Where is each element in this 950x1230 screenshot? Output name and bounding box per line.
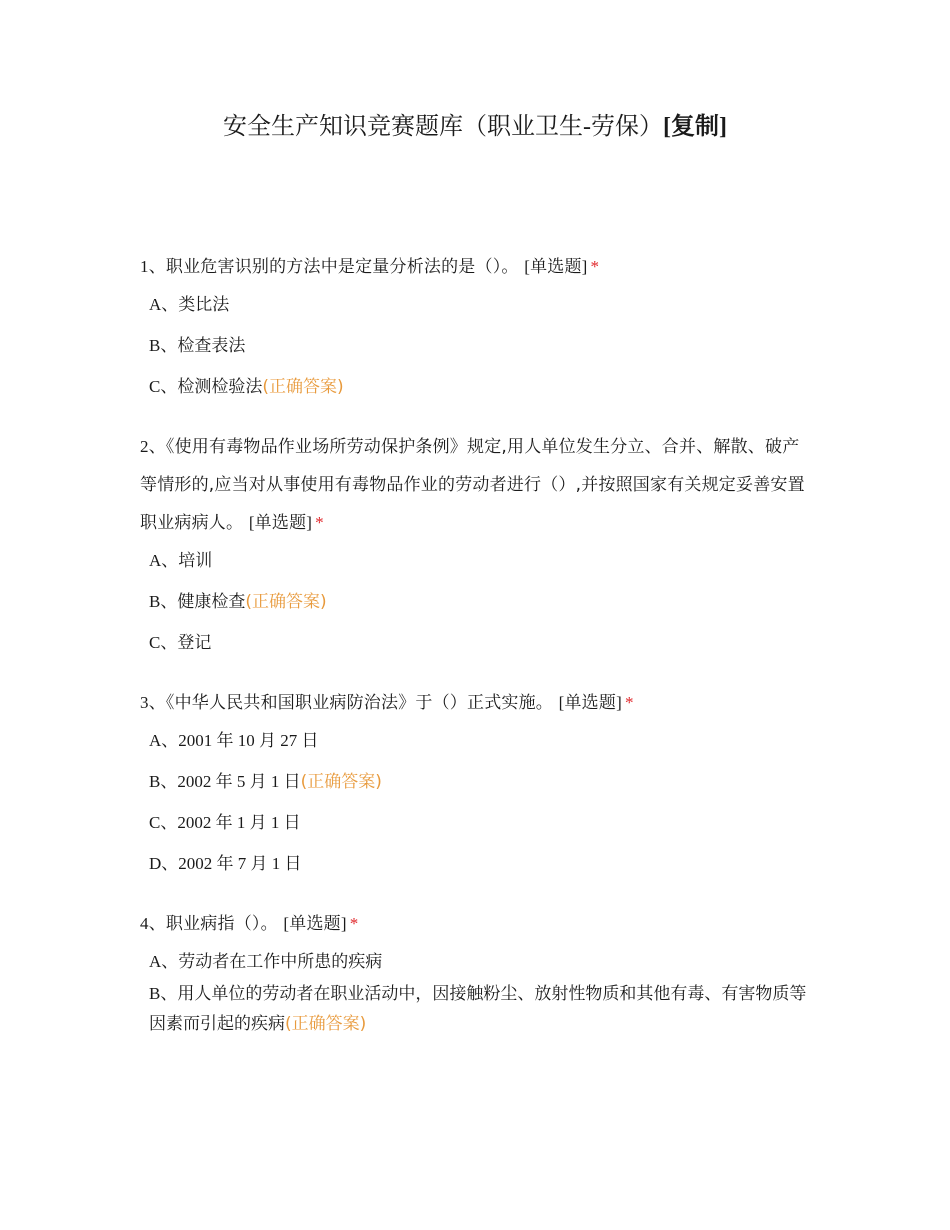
question-type: [单选题] bbox=[558, 693, 622, 712]
required-mark: * bbox=[590, 257, 600, 276]
option-d bbox=[140, 849, 810, 879]
option-a bbox=[140, 290, 810, 320]
question-1 bbox=[140, 248, 810, 402]
option-text: 登记 bbox=[177, 633, 212, 653]
option-b bbox=[140, 587, 810, 617]
option-text: 检查表法 bbox=[177, 336, 246, 356]
option-a bbox=[140, 947, 810, 977]
question-text: 《中华人民共和国职业病防治法》于（）正式实施。 bbox=[165, 693, 554, 713]
option-letter: A、 bbox=[149, 731, 179, 750]
option-b bbox=[140, 979, 810, 1039]
option-text: 2002 年 1 月 1 日 bbox=[177, 813, 301, 832]
option-text: 检测检验法 bbox=[177, 377, 263, 397]
option-letter: A、 bbox=[149, 295, 179, 314]
option-letter: C、 bbox=[149, 633, 178, 652]
option-letter: B、 bbox=[149, 984, 178, 1003]
required-mark: * bbox=[349, 914, 359, 933]
option-c bbox=[140, 628, 810, 658]
option-letter: C、 bbox=[149, 813, 178, 832]
option-text: 劳动者在工作中所患的疾病 bbox=[178, 952, 383, 972]
copy-tag: [复制] bbox=[663, 114, 727, 140]
question-type: [单选题] bbox=[248, 513, 313, 532]
correct-answer-label: (正确答案) bbox=[285, 1014, 367, 1034]
required-mark: * bbox=[315, 513, 324, 532]
question-text: 职业病指（）。 bbox=[165, 914, 278, 934]
option-letter: C、 bbox=[149, 377, 178, 396]
question-type: [单选题] bbox=[524, 257, 588, 276]
option-letter: A、 bbox=[149, 551, 179, 570]
question-type: [单选题] bbox=[283, 914, 347, 933]
option-text: 用人单位的劳动者在职业活动中，因接触粉尘、放射性物质和其他有毒、有害物质等因素而引起的疾病 bbox=[149, 984, 807, 1034]
option-a bbox=[140, 726, 810, 756]
option-text: 类比法 bbox=[178, 295, 230, 315]
question-text: 职业危害识别的方法中是定量分析法的是（）。 bbox=[165, 257, 519, 277]
option-letter: B、 bbox=[149, 772, 178, 791]
option-c bbox=[140, 808, 810, 838]
question-stem bbox=[140, 905, 810, 943]
page-title bbox=[0, 110, 950, 144]
option-letter: D、 bbox=[149, 854, 179, 873]
title-text: 安全生产知识竞赛题库（职业卫生-劳保） bbox=[223, 114, 663, 140]
option-text: 2001 年 10 月 27 日 bbox=[178, 731, 319, 750]
question-list bbox=[140, 248, 810, 1065]
question-4 bbox=[140, 905, 810, 1039]
question-stem bbox=[140, 248, 810, 286]
option-a bbox=[140, 546, 810, 576]
question-text: 《使用有毒物品作业场所劳动保护条例》规定,用人单位发生分立、合并、解散、破产等情形的,应当对从事使用有毒物品作业的劳动者进行（）,并按照国家有关规定妥善安置职业病病人。 bbox=[140, 437, 805, 533]
option-text: 健康检查 bbox=[177, 592, 246, 612]
option-b bbox=[140, 767, 810, 797]
option-c bbox=[140, 372, 810, 402]
required-mark: * bbox=[624, 693, 634, 712]
correct-answer-label: (正确答案) bbox=[300, 772, 382, 792]
option-letter: B、 bbox=[149, 336, 178, 355]
option-text: 2002 年 5 月 1 日 bbox=[177, 772, 301, 791]
question-number: 2、 bbox=[140, 437, 166, 456]
question-stem bbox=[140, 684, 810, 722]
question-2 bbox=[140, 428, 810, 658]
question-stem bbox=[140, 428, 810, 542]
option-text: 2002 年 7 月 1 日 bbox=[178, 854, 302, 873]
option-text: 培训 bbox=[178, 551, 213, 571]
option-letter: B、 bbox=[149, 592, 178, 611]
question-3 bbox=[140, 684, 810, 879]
question-number: 1、 bbox=[140, 257, 166, 276]
correct-answer-label: (正确答案) bbox=[262, 377, 344, 397]
option-b bbox=[140, 331, 810, 361]
correct-answer-label: (正确答案) bbox=[245, 592, 327, 612]
option-letter: A、 bbox=[149, 952, 179, 971]
question-number: 4、 bbox=[140, 914, 166, 933]
question-number: 3、 bbox=[140, 693, 166, 712]
